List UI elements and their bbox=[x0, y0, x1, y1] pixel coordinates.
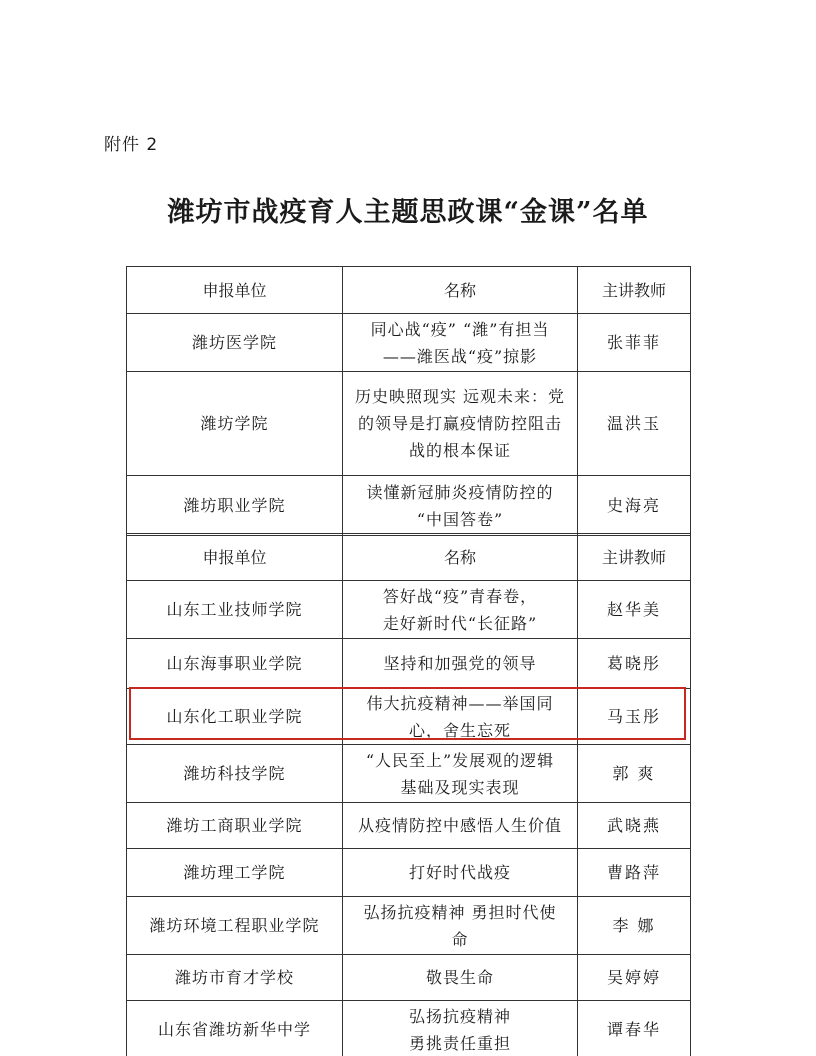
course-name-cell bbox=[343, 897, 578, 955]
header-name: 名称 bbox=[343, 534, 578, 581]
course-name-line: 的领导是打赢疫情防控阻击 bbox=[357, 414, 562, 433]
course-name-line: 答好战“疫”青春卷， bbox=[382, 586, 538, 606]
course-name-line: 同心战“疫” “潍”有担当 bbox=[370, 319, 550, 339]
teacher-cell: 谭春华 bbox=[578, 1001, 691, 1056]
course-name-line: 读懂新冠肺炎疫情防控的 bbox=[366, 482, 554, 502]
course-name-cell bbox=[343, 745, 578, 803]
course-name-cell bbox=[343, 314, 578, 372]
unit-cell: 潍坊环境工程职业学院 bbox=[127, 897, 343, 955]
teacher-cell: 郭 爽 bbox=[578, 745, 691, 803]
course-name-line: 打好时代战疫 bbox=[408, 863, 511, 882]
unit-cell: 潍坊工商职业学院 bbox=[127, 803, 343, 849]
table-row bbox=[127, 314, 691, 372]
highlight-box bbox=[129, 687, 686, 740]
course-name-line: 弘扬抗疫精神 勇担时代使 bbox=[363, 902, 557, 922]
teacher-cell: 温洪玉 bbox=[578, 372, 691, 476]
unit-cell: 潍坊科技学院 bbox=[127, 745, 343, 803]
header-unit: 申报单位 bbox=[127, 267, 343, 314]
course-name-cell bbox=[343, 803, 578, 849]
unit-cell: 潍坊理工学院 bbox=[127, 849, 343, 897]
table-row bbox=[127, 849, 691, 897]
course-name-line: “中国答卷” bbox=[416, 509, 504, 529]
course-name-cell bbox=[343, 1001, 578, 1056]
course-name-line: 历史映照现实 远观未来：党 bbox=[354, 387, 566, 406]
course-table-part-2 bbox=[126, 533, 691, 1056]
header-name: 名称 bbox=[343, 267, 578, 314]
teacher-cell: 史海亮 bbox=[578, 476, 691, 536]
attachment-label: 附件 2 bbox=[104, 135, 159, 155]
header-teacher: 主讲教师 bbox=[578, 267, 691, 314]
course-name-cell bbox=[343, 849, 578, 897]
table-row bbox=[127, 1001, 691, 1056]
course-table-part-1 bbox=[126, 266, 691, 536]
table-header-row bbox=[127, 267, 691, 314]
course-name-line: 战的根本保证 bbox=[408, 441, 511, 460]
course-name-line: ——潍医战“疫”掠影 bbox=[382, 346, 538, 366]
teacher-cell: 吴婷婷 bbox=[578, 955, 691, 1001]
course-name-line: 勇挑责任重担 bbox=[408, 1033, 511, 1053]
teacher-cell: 曹路萍 bbox=[578, 849, 691, 897]
unit-cell: 山东工业技师学院 bbox=[127, 581, 343, 639]
course-name-line: 走好新时代“长征路” bbox=[382, 613, 538, 633]
table-row bbox=[127, 955, 691, 1001]
header-teacher: 主讲教师 bbox=[578, 534, 691, 581]
document-title: 潍坊市战疫育人主题思政课“金课”名单 bbox=[167, 197, 649, 228]
unit-cell: 山东海事职业学院 bbox=[127, 639, 343, 689]
teacher-cell: 李 娜 bbox=[578, 897, 691, 955]
unit-cell: 山东省潍坊新华中学 bbox=[127, 1001, 343, 1056]
unit-cell: 潍坊市育才学校 bbox=[127, 955, 343, 1001]
table-row bbox=[127, 581, 691, 639]
course-name-line: 命 bbox=[451, 929, 469, 949]
table-row bbox=[127, 897, 691, 955]
course-name-line: “人民至上”发展观的逻辑 bbox=[365, 750, 555, 770]
teacher-cell: 武晓燕 bbox=[578, 803, 691, 849]
course-name-line: 从疫情防控中感悟人生价值 bbox=[357, 816, 562, 835]
course-name-line: 心，舍生忘死 bbox=[408, 720, 511, 740]
course-name-line: 弘扬抗疫精神 bbox=[408, 1006, 511, 1026]
table-row bbox=[127, 803, 691, 849]
course-name-cell bbox=[343, 581, 578, 639]
course-name-line: 基础及现实表现 bbox=[400, 777, 520, 797]
course-name-line: 坚持和加强党的领导 bbox=[383, 654, 537, 673]
course-name-cell bbox=[343, 639, 578, 689]
table-row bbox=[127, 745, 691, 803]
table-row bbox=[127, 372, 691, 476]
unit-cell: 山东化工职业学院 bbox=[127, 689, 343, 745]
table-page-clip bbox=[0, 533, 816, 1056]
teacher-cell: 葛晓彤 bbox=[578, 639, 691, 689]
course-name-cell bbox=[343, 372, 578, 476]
unit-cell: 潍坊医学院 bbox=[127, 314, 343, 372]
unit-cell: 潍坊学院 bbox=[127, 372, 343, 476]
table-header-row bbox=[127, 534, 691, 581]
unit-cell: 潍坊职业学院 bbox=[127, 476, 343, 536]
header-unit: 申报单位 bbox=[127, 534, 343, 581]
teacher-cell: 赵华美 bbox=[578, 581, 691, 639]
course-name-line: 伟大抗疫精神——举国同 bbox=[366, 693, 554, 713]
table-row bbox=[127, 639, 691, 689]
table-row bbox=[127, 476, 691, 536]
course-name-line: 敬畏生命 bbox=[425, 968, 494, 987]
course-name-cell bbox=[343, 955, 578, 1001]
teacher-cell: 马玉彤 bbox=[578, 689, 691, 745]
course-name-cell bbox=[343, 476, 578, 536]
teacher-cell: 张菲菲 bbox=[578, 314, 691, 372]
